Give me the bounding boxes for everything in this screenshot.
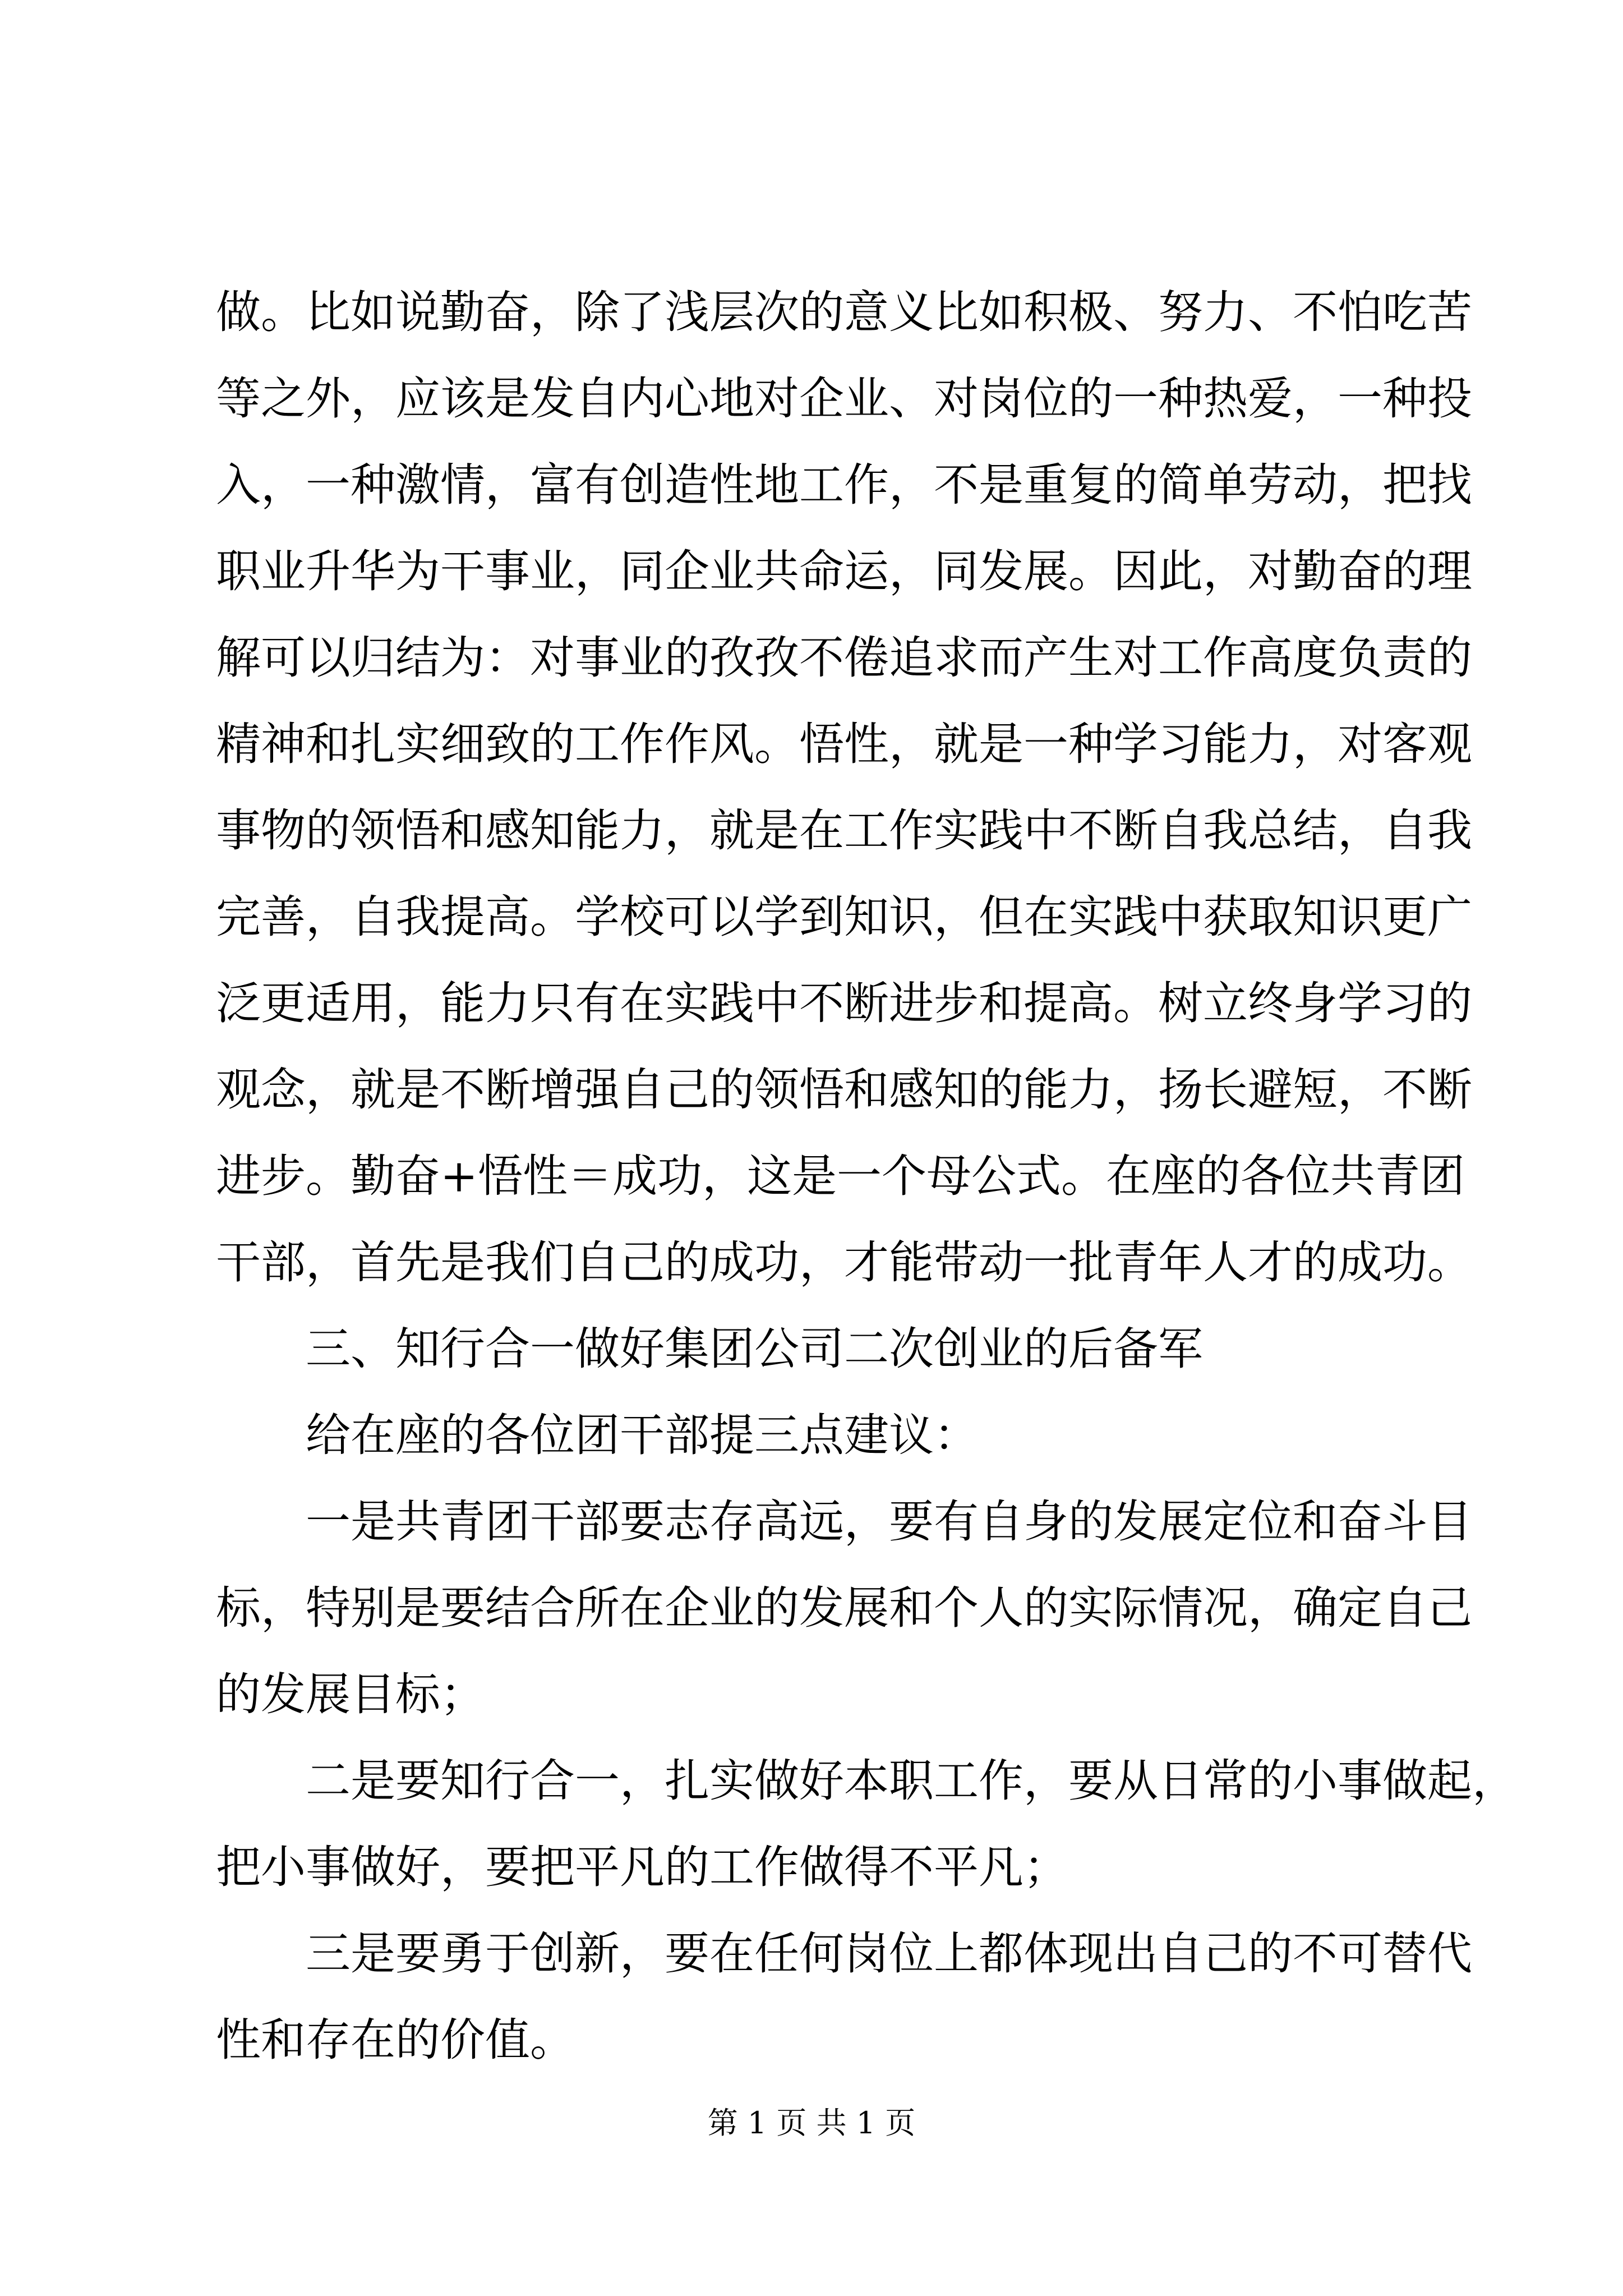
text-line: 职业升华为干事业，同企业共命运，同发展。因此，对勤奋的理 [216, 545, 1472, 597]
text-line: 等之外，应该是发自内心地对企业、对岗位的一种热爱，一种投 [216, 372, 1472, 425]
text-line: 把小事做好，要把平凡的工作做得不平凡； [216, 1841, 1068, 1893]
text-line: 事物的领悟和感知能力，就是在工作实践中不断自我总结，自我 [216, 804, 1472, 857]
text-line: 完善，自我提高。学校可以学到知识，但在实践中获取知识更广 [216, 891, 1472, 943]
text-line: 标，特别是要结合所在企业的发展和个人的实际情况，确定自己 [216, 1582, 1472, 1634]
text-line: 进步。勤奋+悟性＝成功，这是一个母公式。在座的各位共青团 [216, 1150, 1465, 1202]
text-line: 入，一种激情，富有创造性地工作，不是重复的简单劳动，把找 [216, 459, 1472, 511]
section-heading: 三、知行合一做好集团公司二次创业的后备军 [306, 1323, 1203, 1375]
text-line: 一是共青团干部要志存高远，要有自身的发展定位和奋斗目 [306, 1496, 1472, 1548]
page-footer: 第 1 页 共 1 页 [707, 2105, 916, 2141]
text-line: 三是要勇于创新，要在任何岗位上都体现出自己的不可替代 [306, 1927, 1472, 1980]
text-line: 二是要知行合一，扎实做好本职工作，要从日常的小事做起， [306, 1755, 1517, 1807]
text-line: 做。比如说勤奋，除了浅层次的意义比如积极、努力、不怕吃苦 [216, 286, 1472, 338]
text-line: 性和存在的价值。 [216, 2014, 575, 2066]
document-body [216, 269, 1517, 2083]
text-line: 观念，就是不断增强自己的领悟和感知的能力，扬长避短，不断 [216, 1064, 1472, 1116]
text-line: 干部，首先是我们自己的成功，才能带动一批青年人才的成功。 [216, 1236, 1472, 1289]
text-line: 泛更适用，能力只有在实践中不断进步和提高。树立终身学习的 [216, 977, 1472, 1029]
text-line: 给在座的各位团干部提三点建议： [306, 1409, 979, 1461]
text-line: 精神和扎实细致的工作作风。悟性，就是一种学习能力，对客观 [216, 718, 1472, 770]
text-line: 的发展目标； [216, 1668, 485, 1720]
text-line: 解可以归结为：对事业的孜孜不倦追求而产生对工作高度负责的 [216, 632, 1472, 684]
